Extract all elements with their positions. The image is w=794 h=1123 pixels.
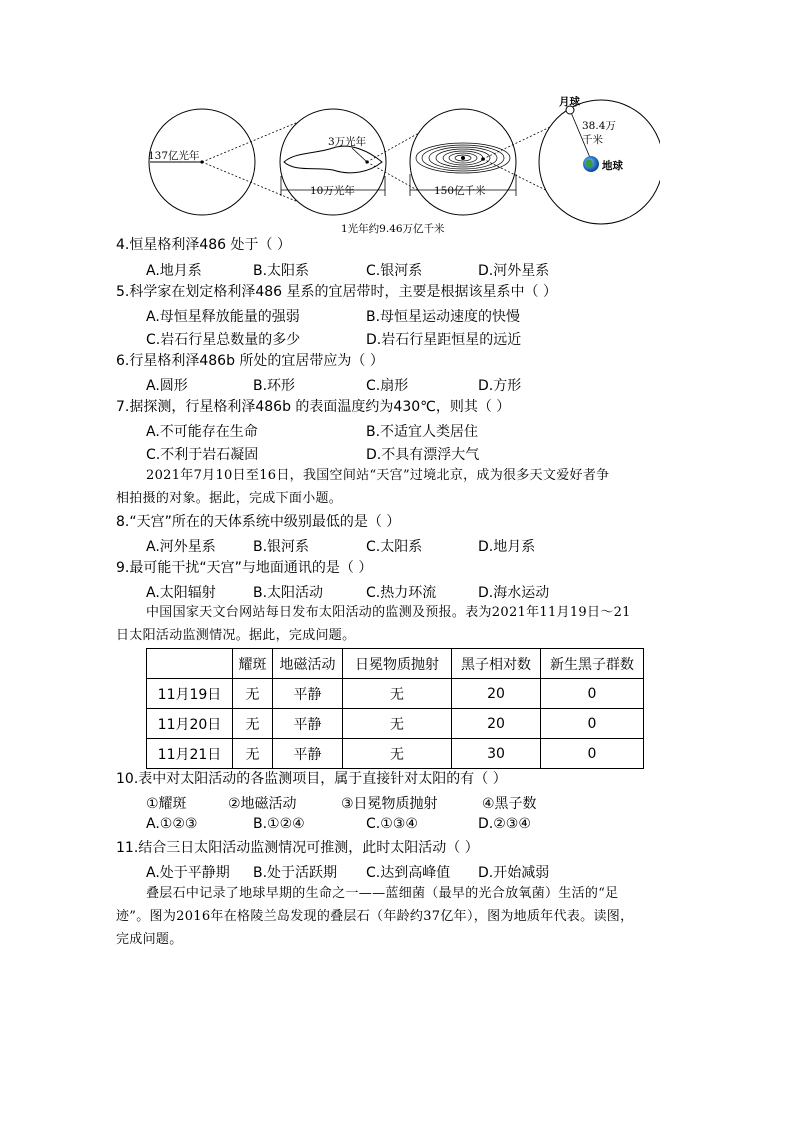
question-5-stem: 5.科学家在划定格利泽486 星系的宜居带时，主要是根据该星系中（ ） [116, 284, 557, 300]
label-moon: 月球 [559, 96, 580, 108]
table-cell: 11月21日 [147, 739, 233, 769]
q4-option-d: D.河外星系 [478, 263, 550, 279]
table-header-cell [147, 649, 233, 679]
galaxy-circle [280, 109, 386, 215]
q11-option-d: D.开始减弱 [478, 865, 550, 881]
q7-option-b: B.不适宜人类居住 [366, 424, 479, 440]
table-header-cell: 新生黑子群数 [541, 649, 644, 679]
q10-item-1: ①耀斑 [146, 796, 187, 812]
q10-item-3: ③日冕物质抛射 [341, 796, 438, 812]
table-cell: 11月20日 [147, 709, 233, 739]
q11-option-b: B.处于活跃期 [253, 865, 338, 881]
intro-tiangong-line-1: 2021年7月10日至16日，我国空间站“天宫”过境北京，成为很多天文爱好者争 [146, 468, 610, 483]
q4-option-a: A.地月系 [146, 263, 202, 279]
table-header-cell: 耀斑 [233, 649, 273, 679]
solar-activity-table [146, 648, 644, 769]
q10-item-4: ④黑子数 [482, 796, 537, 812]
q11-option-c: C.达到高峰值 [366, 865, 451, 881]
table-row [147, 739, 644, 769]
q5-option-c: C.岩石行星总数量的多少 [146, 332, 301, 348]
table-cell: 平静 [273, 679, 343, 709]
table-header-cell: 日冕物质抛射 [343, 649, 452, 679]
q10-option-c: C.①③④ [366, 816, 418, 832]
table-row [147, 709, 644, 739]
q7-option-a: A.不可能存在生命 [146, 424, 258, 440]
intro-stromatolite-line-1: 叠层石中记录了地球早期的生命之一——蓝细菌（最早的光合放氧菌）生活的“足 [146, 886, 619, 901]
intro-stromatolite-line-3: 完成问题。 [116, 932, 183, 947]
intro-solar-line-1: 中国国家天文台网站每日发布太阳活动的监测及预报。表为2021年11月19日～21 [146, 605, 631, 620]
figure-caption: 1光年约9.46万亿千米 [341, 223, 445, 235]
label-earth: 地球 [602, 160, 623, 172]
question-8-stem: 8.“天宫”所在的天体系统中级别最低的是（ ） [116, 514, 401, 530]
question-6-stem: 6.行星格利泽486b 所处的宜居带应为（ ） [116, 353, 384, 369]
q6-option-b: B.环形 [253, 378, 296, 394]
table-cell: 20 [452, 679, 541, 709]
q4-option-c: C.银河系 [366, 263, 423, 279]
earth-moon-circle [539, 100, 660, 224]
q9-option-b: B.太阳活动 [253, 585, 324, 601]
table-cell: 0 [541, 739, 644, 769]
q9-option-a: A.太阳辐射 [146, 585, 216, 601]
table-cell: 无 [233, 739, 273, 769]
q10-option-d: D.②③④ [478, 816, 531, 832]
table-cell: 0 [541, 679, 644, 709]
table-header-cell: 黑子相对数 [452, 649, 541, 679]
table-cell: 无 [233, 709, 273, 739]
label-137: 137亿光年 [148, 150, 200, 162]
table-cell: 0 [541, 709, 644, 739]
q10-option-a: A.①②③ [146, 816, 198, 832]
table-cell: 无 [343, 679, 452, 709]
table-header-row [147, 649, 644, 679]
table-cell: 11月19日 [147, 679, 233, 709]
label-10wan: 10万光年 [310, 185, 355, 197]
table-cell: 30 [452, 739, 541, 769]
solar-system-circle [410, 109, 516, 215]
q8-option-a: A.河外星系 [146, 539, 216, 555]
q8-option-b: B.银河系 [253, 539, 310, 555]
q7-option-c: C.不利于岩石凝固 [146, 447, 259, 463]
intro-tiangong-line-2: 相拍摄的对象。据此，完成下面小题。 [116, 491, 343, 506]
intro-solar-line-2: 日太阳活动监测情况。据此，完成问题。 [116, 628, 356, 643]
q8-option-c: C.太阳系 [366, 539, 423, 555]
q6-option-c: C.扇形 [366, 378, 409, 394]
q11-option-a: A.处于平静期 [146, 865, 230, 881]
question-11-stem: 11.结合三日太阳活动监测情况可推测，此时太阳活动（ ） [116, 840, 479, 856]
celestial-systems-figure [140, 92, 660, 240]
q9-option-c: C.热力环流 [366, 585, 437, 601]
question-4-stem: 4.恒星格利泽486 处于（ ） [116, 237, 291, 253]
question-7-stem: 7.据探测，行星格利泽486b 的表面温度约为430℃，则其（ ） [116, 399, 511, 415]
label-dist-1: 38.4万 [582, 120, 616, 132]
table-cell: 无 [343, 739, 452, 769]
q5-option-d: D.岩石行星距恒星的远近 [366, 332, 522, 348]
q5-option-a: A.母恒星释放能量的强弱 [146, 309, 300, 325]
q7-option-d: D.不具有漂浮大气 [366, 447, 480, 463]
table-header-cell: 地磁活动 [273, 649, 343, 679]
table-row [147, 679, 644, 709]
table-cell: 无 [233, 679, 273, 709]
q6-option-a: A.圆形 [146, 378, 188, 394]
table-cell: 无 [343, 709, 452, 739]
q9-option-d: D.海水运动 [478, 585, 550, 601]
table-cell: 平静 [273, 739, 343, 769]
q6-option-d: D.方形 [478, 378, 522, 394]
table-cell: 20 [452, 709, 541, 739]
label-3wan: 3万光年 [328, 136, 367, 148]
table-cell: 平静 [273, 709, 343, 739]
label-dist-2: 千米 [582, 134, 603, 146]
q8-option-d: D.地月系 [478, 539, 536, 555]
intro-stromatolite-line-2: 迹”。图为2016年在格陵兰岛发现的叠层石（年龄约37亿年），图为地质年代表。读图， [116, 909, 634, 924]
label-150yi: 150亿千米 [434, 185, 486, 197]
q10-option-b: B.①②④ [253, 816, 305, 832]
q4-option-b: B.太阳系 [253, 263, 310, 279]
question-10-stem: 10.表中对太阳活动的各监测项目，属于直接针对太阳的有（ ） [116, 771, 507, 787]
question-9-stem: 9.最可能干扰“天宫”与地面通讯的是（ ） [116, 560, 373, 576]
q10-item-2: ②地磁活动 [228, 796, 297, 812]
q5-option-b: B.母恒星运动速度的快慢 [366, 309, 521, 325]
